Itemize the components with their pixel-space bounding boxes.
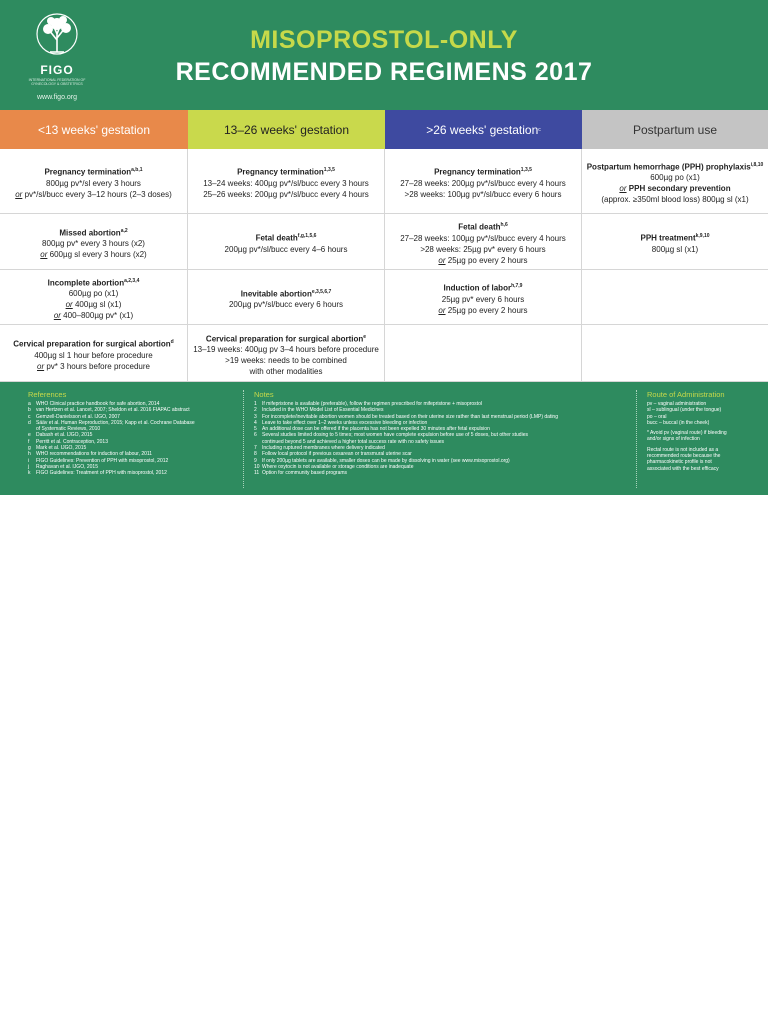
- footnote-item: b van Hertzen et al. Lancet, 2007; Sheldon et al. 2016 FIAPAC abstract: [28, 407, 190, 414]
- reference-marker: k,9,10: [695, 233, 710, 240]
- regimen-title: Pregnancy termination$^{a,b,1}$: [44, 167, 143, 177]
- references-heading: References: [28, 390, 67, 399]
- footnote-item: 2 Included in the WHO Model List of Essential Medicines: [254, 407, 384, 414]
- notes-heading: Notes: [254, 390, 274, 399]
- regimen-dose: >28 weeks: 25µg pv* every 6 hours: [420, 244, 546, 254]
- references-list: [28, 401, 228, 477]
- footnote-item: of Systematic Reviews, 2010: [36, 426, 101, 433]
- regimen-alternative: or 25µg po every 2 hours: [438, 255, 528, 265]
- reference-marker: h,7,9: [511, 283, 523, 290]
- regimen-cell: [385, 214, 582, 270]
- column-header-over-26-weeks: >26 weeks' gestation c: [385, 110, 582, 149]
- regimen-cell: [188, 214, 385, 270]
- regimen-title: Fetal death$^{f,g,1,5,6}$: [255, 233, 317, 243]
- reference-marker: e,3,5,6,7: [311, 288, 332, 295]
- regimen-dose: with other modalities: [249, 367, 323, 377]
- logo-name: FIGO: [40, 63, 74, 77]
- route-heading: Route of Administration: [647, 390, 725, 399]
- regimen-dose: 800µg pv* every 3 hours (x2): [42, 239, 145, 249]
- regimen-dose: 800µg sl (x1): [651, 244, 699, 254]
- route-text: * Avoid pv (vaginal route) if bleeding: [647, 430, 727, 437]
- regimen-dose: 200µg pv*/sl/bucc every 6 hours: [228, 300, 343, 310]
- regimen-cell: [188, 149, 385, 214]
- footnote-item: 4 Leave to take effect over 1–2 weeks unless excessive bleeding or infection: [254, 419, 428, 426]
- regimen-alternative: or PPH secondary prevention: [619, 184, 731, 194]
- reference-marker: a,2,3,4: [124, 277, 140, 284]
- regimen-dose: 600µg po (x1): [68, 289, 119, 299]
- regimen-alternative: or pv* 3 hours before procedure: [37, 361, 150, 371]
- regimen-title: Pregnancy termination$^{1,3,5}$: [434, 167, 532, 177]
- route-section: [647, 390, 762, 472]
- regimen-cell: [385, 325, 582, 382]
- footnote-item: 5 An additional dose can be offered if the placenta has not been expelled 30 minutes after fetal expulsion: [254, 426, 490, 433]
- route-text: Rectal route is not included as a: [647, 446, 719, 453]
- regimen-title: Pregnancy termination$^{1,3,5}$: [237, 167, 335, 177]
- regimen-cell: [582, 214, 768, 270]
- route-text: bucc – buccal (in the cheek): [647, 419, 710, 426]
- regimen-title: Incomplete abortion$^{a,2,3,4}$: [47, 277, 140, 288]
- regimen-cell: [188, 270, 385, 325]
- route-text: and/or signs of infection: [647, 436, 700, 443]
- regimen-dose: (approx. ≥350ml blood loss) 800µg sl (x1): [601, 195, 749, 205]
- footnote-item: 7 Including ruptured membranes where delivery indicated: [254, 445, 385, 452]
- footnote-item: continued beyond 5 and achieved a higher total success rate with no safety issues: [262, 438, 445, 445]
- regimen-alternative: or 600µg sl every 3 hours (x2): [40, 250, 147, 260]
- notes-section: [254, 390, 624, 477]
- regimen-cell: [0, 270, 188, 325]
- footer-band: [0, 382, 768, 495]
- regimen-dose: 600µg po (x1): [650, 173, 700, 183]
- column-header-13-26-weeks: 13–26 weeks' gestation: [188, 110, 385, 149]
- logo-url[interactable]: www.figo.org: [36, 94, 78, 101]
- regimen-alternative: or 25µg po every 2 hours: [438, 305, 528, 315]
- footnote-item: 10 Where oxytocin is not available or storage conditions are inadequate: [254, 463, 414, 470]
- reference-marker: a,2: [120, 227, 128, 234]
- regimen-dose: 25µg pv* every 6 hours: [441, 294, 525, 304]
- logo-subtitle: INTERNATIONAL FEDERATION OF GYNECOLOGY & OBSTETRICS: [28, 78, 86, 86]
- notes-list: [254, 401, 624, 477]
- column-header-under-13-weeks: <13 weeks' gestation: [0, 110, 188, 149]
- route-text: recommended route because the: [647, 453, 721, 460]
- regimen-alternative: or 400–800µg pv* (x1): [53, 311, 134, 321]
- regimen-title: Fetal death$^{h,6}$: [458, 222, 508, 232]
- footnote-item: g Mark et al. IJGO, 2015: [28, 445, 87, 452]
- footnote-item: e Dabash et al. IJGO, 2015: [28, 432, 93, 439]
- footnote-item: 11 Option for community based programs: [254, 470, 348, 477]
- title-line-2: RECOMMENDED REGIMENS 2017: [175, 58, 593, 86]
- regimen-title: Postpartum hemorrhage (PPH) prophylaxis$^{i,8,10}$: [586, 161, 764, 172]
- regimen-cell: [582, 149, 768, 214]
- regimen-dose: 13–19 weeks: 400µg pv 3–4 hours before procedure: [193, 345, 379, 355]
- route-text: sl – sublingual (under the tongue): [647, 407, 722, 414]
- header-band: [0, 0, 768, 110]
- regimen-cell: [385, 149, 582, 214]
- footnote-item: k FIGO Guidelines: Treatment of PPH with misoprostol, 2012: [28, 470, 167, 477]
- title-line-1: MISOPROSTOL-ONLY: [250, 26, 518, 54]
- route-text: associated with the best efficacy: [647, 465, 719, 472]
- footer-divider: [636, 390, 637, 488]
- regimen-cell: [385, 270, 582, 325]
- footer-divider: [243, 390, 244, 488]
- regimen-cell: [0, 149, 188, 214]
- footnote-item: 9 If only 200µg tablets are available, smaller doses can be made by dissolving in water (see www.misoprostol.org): [254, 457, 510, 464]
- regimen-dose: >28 weeks: 100µg pv*/sl/bucc every 6 hours: [404, 189, 562, 199]
- regimen-dose: >19 weeks: needs to be combined: [225, 356, 347, 366]
- references-section: [28, 390, 228, 477]
- regimen-dose: 25–26 weeks: 200µg pv*/sl/bucc every 4 hours: [203, 189, 369, 199]
- footnote-item: i FIGO Guidelines: Prevention of PPH with misoprostol, 2012: [28, 457, 169, 464]
- regimen-title: Cervical preparation for surgical abortion$^d$: [13, 339, 174, 349]
- regimen-cell: [188, 325, 385, 382]
- route-text: pv – vaginal administration: [647, 401, 707, 407]
- reference-marker: h,6: [500, 222, 508, 229]
- regimen-dose: 13–24 weeks: 400µg pv*/sl/bucc every 3 hours: [203, 178, 369, 188]
- regimen-alternative: or pv*/sl/bucc every 3–12 hours (2–3 doses): [15, 189, 172, 199]
- route-text: po – oral: [647, 413, 667, 420]
- regimen-cell: [0, 214, 188, 270]
- reference-marker: 1,3,5: [323, 167, 335, 174]
- footnote-item: h WHO recommendations for induction of labour, 2011: [28, 451, 153, 458]
- footnote-item: d Sääv et al. Human Reproduction, 2015; Kapp et al. Cochrane Database: [28, 419, 195, 426]
- regimen-dose: 200µg pv*/sl/bucc every 4–6 hours: [224, 244, 348, 254]
- footnote-item: 1 If mifepristone is available (preferable), follow the regimen prescribed for mifepristone + misoprostol: [254, 401, 482, 407]
- regimens-table: [0, 110, 768, 382]
- regimen-title: Induction of labor$^{h,7,9}$: [443, 283, 523, 293]
- reference-marker: d: [170, 339, 174, 346]
- regimen-cell: [582, 270, 768, 325]
- footnote-item: c Gemzell-Danielsson et al. IJGO, 2007: [28, 413, 120, 420]
- regimen-cell: [0, 325, 188, 382]
- footnote-item: j Raghavan et al. IJGO, 2015: [28, 463, 98, 470]
- column-header-postpartum: Postpartum use: [582, 110, 768, 149]
- footnote-item: 8 Follow local protocol if previous cesarean or transmural uterine scar: [254, 451, 412, 458]
- regimen-title: Inevitable abortion$^{e,3,5,6,7}$: [240, 288, 332, 299]
- reference-marker: a,b,1: [131, 167, 143, 174]
- regimen-title: Missed abortion$^{a,2}$: [59, 227, 128, 238]
- footnote-item: 6 Several studies limited dosing to 5 times; most women have complete expulsion before use of 5 doses, but other studies: [254, 432, 528, 439]
- reference-marker: f,g,1,5,6: [297, 233, 317, 240]
- regimen-dose: 27–28 weeks: 100µg pv*/sl/bucc every 4 hours: [400, 233, 566, 243]
- reference-marker: i,8,10: [750, 161, 764, 168]
- regimen-title: PPH treatment$^{k,9,10}$: [640, 233, 710, 243]
- route-text: pharmacokinetic profile is not: [647, 459, 712, 466]
- regimen-dose: 400µg sl 1 hour before procedure: [34, 350, 153, 360]
- poster: [0, 0, 768, 495]
- footnote-item: a WHO Clinical practice handbook for safe abortion, 2014: [28, 401, 160, 407]
- reference-marker: 1,3,5: [520, 167, 532, 174]
- regimen-dose: 800µg pv*/sl every 3 hours: [46, 178, 141, 188]
- regimen-cell: [582, 325, 768, 382]
- regimen-alternative: or 400µg sl (x1): [65, 300, 122, 310]
- reference-marker: e: [363, 333, 367, 340]
- regimen-title: Cervical preparation for surgical abortion$^e$: [205, 333, 367, 344]
- footnote-item: 3 For incomplete/inevitable abortion women should be treated based on their uterine size rather than last menstrual period (LMP) dating: [254, 413, 558, 420]
- footnote-item: f Perritt et al. Contraception, 2013: [28, 438, 108, 445]
- regimen-dose: 27–28 weeks: 200µg pv*/sl/bucc every 4 hours: [400, 178, 566, 188]
